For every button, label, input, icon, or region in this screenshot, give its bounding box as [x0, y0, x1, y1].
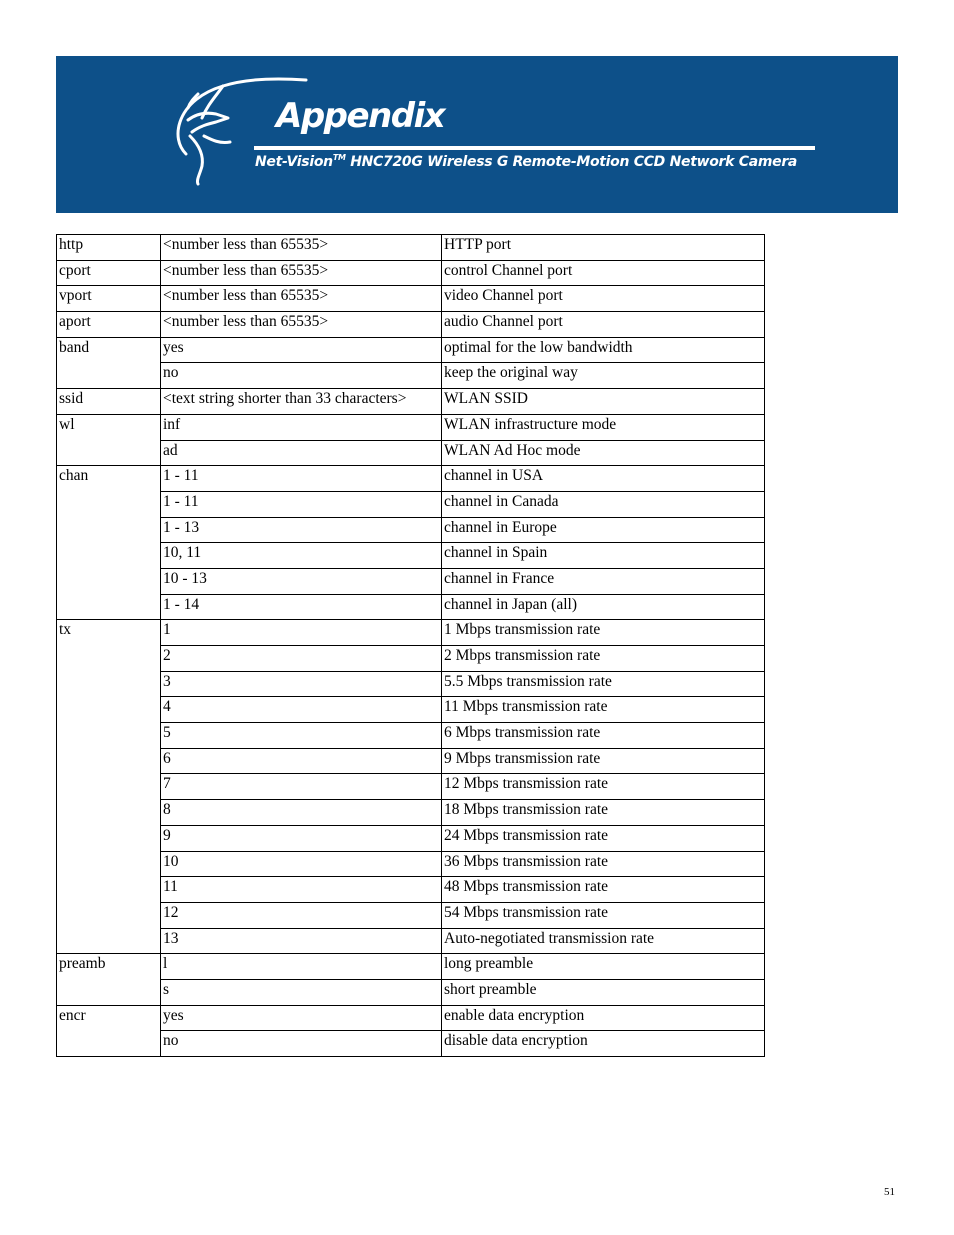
table-row — [57, 723, 765, 749]
table-row — [57, 517, 765, 543]
title-divider — [254, 146, 815, 150]
param-value-cell: 5 — [161, 723, 442, 749]
param-value-cell: <number less than 65535> — [161, 312, 442, 338]
param-description-cell: 6 Mbps transmission rate — [442, 723, 765, 749]
param-value-cell: no — [161, 1031, 442, 1057]
param-value-cell: yes — [161, 337, 442, 363]
param-description-cell: 1 Mbps transmission rate — [442, 620, 765, 646]
trademark-mark: TM — [332, 153, 346, 162]
param-description-cell: WLAN Ad Hoc mode — [442, 440, 765, 466]
param-value-cell: 1 - 11 — [161, 466, 442, 492]
param-description-cell: audio Channel port — [442, 312, 765, 338]
param-description-cell: short preamble — [442, 979, 765, 1005]
table-row — [57, 389, 765, 415]
parameter-table-body — [57, 235, 765, 1057]
param-name-cell: aport — [57, 312, 161, 338]
param-description-cell: 2 Mbps transmission rate — [442, 646, 765, 672]
param-value-cell: 4 — [161, 697, 442, 723]
param-value-cell: 8 — [161, 800, 442, 826]
param-value-cell: 1 - 11 — [161, 491, 442, 517]
param-name-cell: http — [57, 235, 161, 261]
table-row — [57, 337, 765, 363]
param-name-cell: cport — [57, 260, 161, 286]
table-row — [57, 414, 765, 440]
table-row — [57, 697, 765, 723]
param-value-cell: no — [161, 363, 442, 389]
param-value-cell: ad — [161, 440, 442, 466]
product-name: HNC720G Wireless G Remote-Motion CCD Network Camera — [345, 154, 798, 170]
param-value-cell: 2 — [161, 646, 442, 672]
table-row — [57, 851, 765, 877]
table-row — [57, 902, 765, 928]
param-description-cell: HTTP port — [442, 235, 765, 261]
param-value-cell: <text string shorter than 33 characters> — [161, 389, 442, 415]
param-description-cell: channel in Europe — [442, 517, 765, 543]
param-name-cell: band — [57, 337, 161, 388]
param-description-cell: 11 Mbps transmission rate — [442, 697, 765, 723]
table-row — [57, 748, 765, 774]
param-description-cell: 36 Mbps transmission rate — [442, 851, 765, 877]
table-row — [57, 825, 765, 851]
table-row — [57, 877, 765, 903]
table-row — [57, 543, 765, 569]
param-name-cell: chan — [57, 466, 161, 620]
param-description-cell: channel in Canada — [442, 491, 765, 517]
param-value-cell: 6 — [161, 748, 442, 774]
param-description-cell: 12 Mbps transmission rate — [442, 774, 765, 800]
param-description-cell: 5.5 Mbps transmission rate — [442, 671, 765, 697]
param-value-cell: 1 - 14 — [161, 594, 442, 620]
param-value-cell: <number less than 65535> — [161, 260, 442, 286]
table-row — [57, 440, 765, 466]
param-description-cell: WLAN SSID — [442, 389, 765, 415]
param-description-cell: keep the original way — [442, 363, 765, 389]
param-description-cell: long preamble — [442, 954, 765, 980]
param-value-cell: 13 — [161, 928, 442, 954]
param-description-cell: 48 Mbps transmission rate — [442, 877, 765, 903]
param-value-cell: 12 — [161, 902, 442, 928]
param-name-cell: encr — [57, 1005, 161, 1056]
product-subtitle — [255, 153, 797, 170]
table-row — [57, 491, 765, 517]
appendix-banner — [56, 56, 898, 213]
table-row — [57, 594, 765, 620]
table-row — [57, 671, 765, 697]
table-row — [57, 1005, 765, 1031]
table-row — [57, 774, 765, 800]
param-description-cell: 18 Mbps transmission rate — [442, 800, 765, 826]
param-value-cell: <number less than 65535> — [161, 235, 442, 261]
param-description-cell: enable data encryption — [442, 1005, 765, 1031]
param-value-cell: 11 — [161, 877, 442, 903]
param-value-cell: 3 — [161, 671, 442, 697]
param-description-cell: Auto-negotiated transmission rate — [442, 928, 765, 954]
param-name-cell: wl — [57, 414, 161, 465]
table-row — [57, 928, 765, 954]
param-value-cell: 9 — [161, 825, 442, 851]
param-name-cell: ssid — [57, 389, 161, 415]
table-row — [57, 954, 765, 980]
table-row — [57, 568, 765, 594]
param-description-cell: video Channel port — [442, 286, 765, 312]
table-row — [57, 260, 765, 286]
table-row — [57, 466, 765, 492]
param-description-cell: 9 Mbps transmission rate — [442, 748, 765, 774]
param-description-cell: channel in Spain — [442, 543, 765, 569]
param-name-cell: preamb — [57, 954, 161, 1005]
param-description-cell: control Channel port — [442, 260, 765, 286]
param-description-cell: disable data encryption — [442, 1031, 765, 1057]
page-title: Appendix — [276, 96, 445, 136]
param-name-cell: vport — [57, 286, 161, 312]
param-value-cell: 1 - 13 — [161, 517, 442, 543]
param-description-cell: WLAN infrastructure mode — [442, 414, 765, 440]
param-value-cell: yes — [161, 1005, 442, 1031]
page-number: 51 — [884, 1186, 895, 1198]
param-value-cell: 10, 11 — [161, 543, 442, 569]
param-description-cell: channel in Japan (all) — [442, 594, 765, 620]
param-value-cell: inf — [161, 414, 442, 440]
param-value-cell: 10 - 13 — [161, 568, 442, 594]
param-description-cell: optimal for the low bandwidth — [442, 337, 765, 363]
param-value-cell: <number less than 65535> — [161, 286, 442, 312]
table-row — [57, 620, 765, 646]
param-value-cell: 10 — [161, 851, 442, 877]
table-row — [57, 646, 765, 672]
param-name-cell: tx — [57, 620, 161, 954]
brand-name: Net-Vision — [255, 154, 333, 170]
table-row — [57, 286, 765, 312]
param-value-cell: s — [161, 979, 442, 1005]
table-row — [57, 363, 765, 389]
param-description-cell: channel in USA — [442, 466, 765, 492]
param-value-cell: 7 — [161, 774, 442, 800]
parameter-table — [56, 234, 765, 1057]
table-row — [57, 235, 765, 261]
table-row — [57, 979, 765, 1005]
param-description-cell: 24 Mbps transmission rate — [442, 825, 765, 851]
param-value-cell: l — [161, 954, 442, 980]
table-row — [57, 800, 765, 826]
param-description-cell: channel in France — [442, 568, 765, 594]
param-value-cell: 1 — [161, 620, 442, 646]
table-row — [57, 312, 765, 338]
table-row — [57, 1031, 765, 1057]
param-description-cell: 54 Mbps transmission rate — [442, 902, 765, 928]
